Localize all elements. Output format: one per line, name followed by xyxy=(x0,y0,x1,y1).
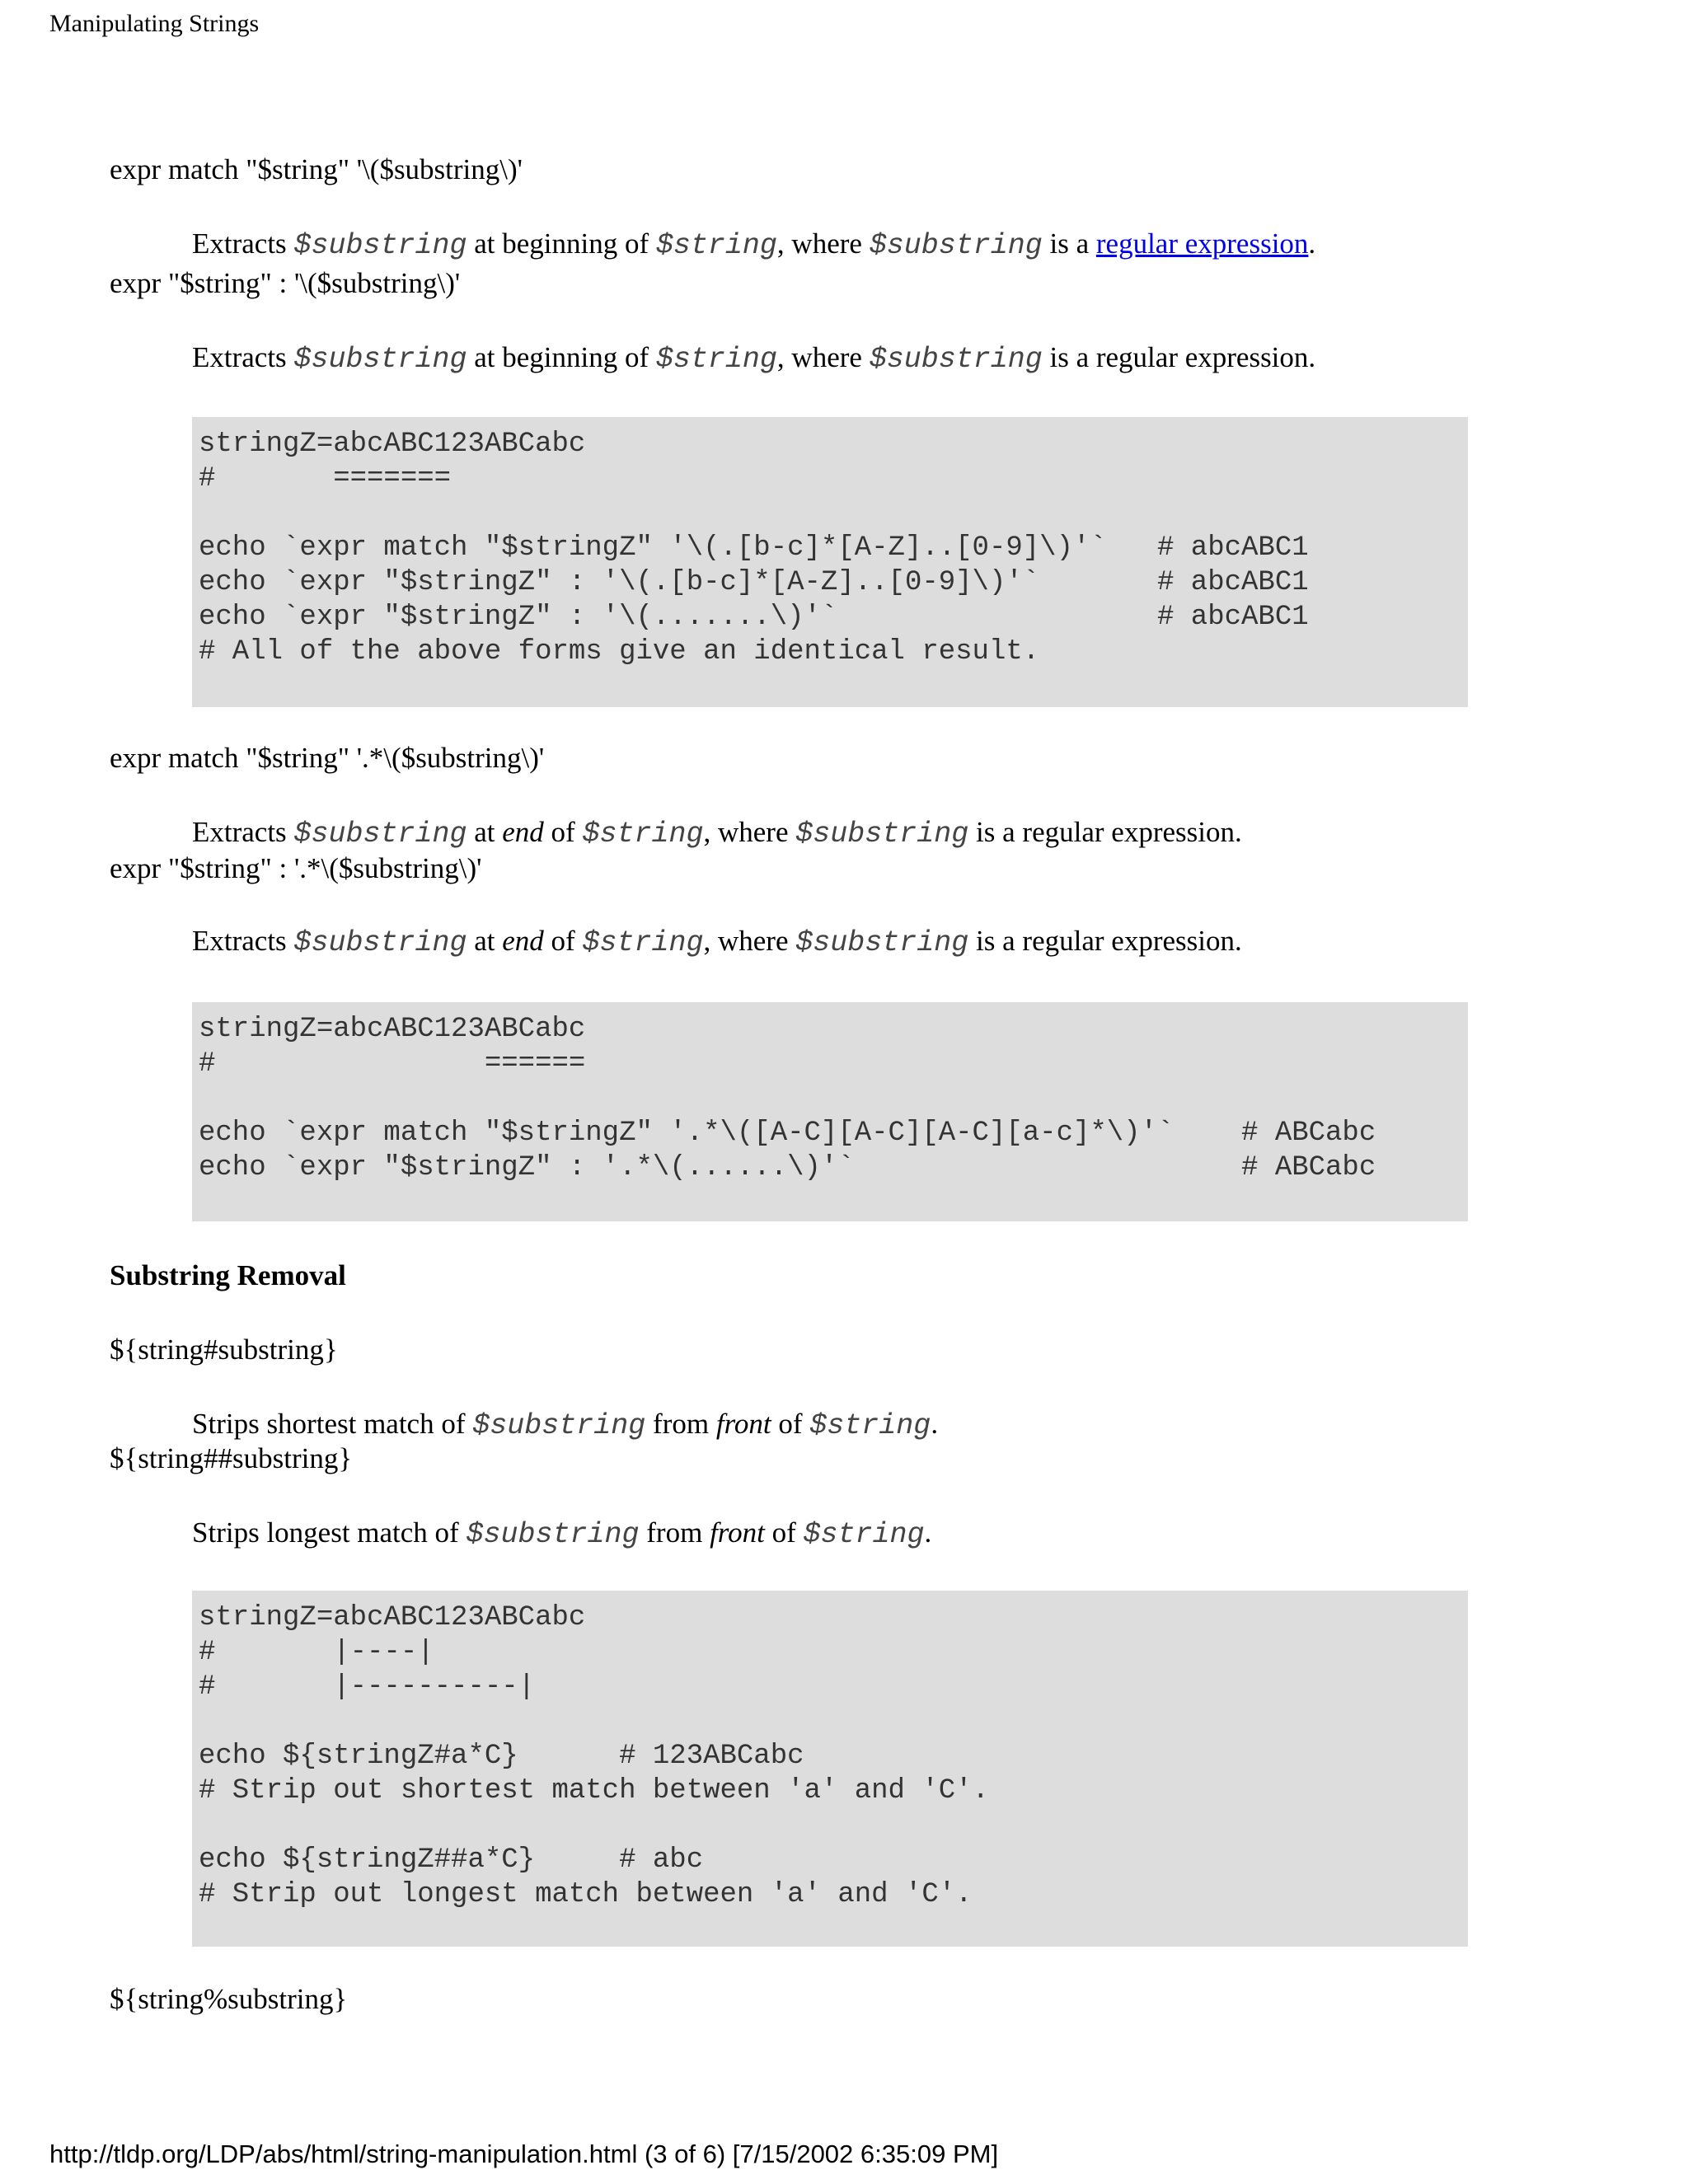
code-block xyxy=(199,1601,1461,1912)
desc-expr-colon-begin: Extracts $substring at beginning of $string, where $substring is a regular expression. xyxy=(192,341,1316,376)
term-string-double-hash: ${string##substring} xyxy=(110,1442,353,1474)
term-expr-match-begin: expr match "$string" '\($substring\)' xyxy=(110,153,523,185)
code-line: echo `expr "$stringZ" : '\(.[b-c]*[A-Z]..[0-9]\)'` # abcABC1 xyxy=(199,567,1309,598)
code-block xyxy=(199,1012,1461,1185)
code-line xyxy=(199,1808,1461,1843)
code-example-substring-removal xyxy=(192,1591,1468,1947)
term-expr-colon-end: expr "$string" : '.*\($substring\)' xyxy=(110,852,482,884)
code-line: # Strip out longest match between 'a' and 'C'. xyxy=(199,1879,973,1910)
code-line: echo `expr match "$stringZ" '\(.[b-c]*[A-Z]..[0-9]\)'` # abcABC1 xyxy=(199,532,1309,564)
code-line: echo ${stringZ##a*C} # abc xyxy=(199,1844,704,1876)
code-line xyxy=(199,496,1461,531)
desc-expr-colon-end: Extracts $substring at end of $string, where $substring is a regular expression. xyxy=(192,925,1242,959)
term-expr-colon-begin: expr "$string" : '\($substring\)' xyxy=(110,267,461,299)
code-example-match-begin xyxy=(192,417,1468,707)
code-line: # ======= xyxy=(199,463,452,494)
desc-string-double-hash: Strips longest match of $substring from front of $string. xyxy=(192,1516,932,1551)
term-string-hash: ${string#substring} xyxy=(110,1333,338,1366)
page-footer-url: http://tldp.org/LDP/abs/html/string-manipulation.html (3 of 6) [7/15/2002 6:35:09 PM] xyxy=(49,2139,999,2168)
code-line: stringZ=abcABC123ABCabc xyxy=(199,1602,586,1633)
code-line: echo `expr match "$stringZ" '.*\([A-C][A-C][A-C][a-c]*\)'` # ABCabc xyxy=(199,1118,1376,1149)
code-line: # |----| xyxy=(199,1637,434,1668)
code-line: # ====== xyxy=(199,1048,586,1080)
term-string-percent: ${string%substring} xyxy=(110,1983,348,2015)
regular-expression-link[interactable]: regular expression xyxy=(1095,227,1309,260)
code-example-match-end xyxy=(192,1002,1468,1221)
desc-expr-match-end: Extracts $substring at end of $string, where $substring is a regular expression. xyxy=(192,816,1242,851)
code-line: echo ${stringZ#a*C} # 123ABCabc xyxy=(199,1741,804,1772)
code-line xyxy=(199,1081,1461,1116)
term-expr-match-end: expr match "$string" '.*\($substring\)' xyxy=(110,742,545,774)
code-line: echo `expr "$stringZ" : '\(.......\)'` # abcABC1 xyxy=(199,602,1309,633)
desc-string-hash: Strips shortest match of $substring from front of $string. xyxy=(192,1408,939,1442)
code-line: stringZ=abcABC123ABCabc xyxy=(199,1014,586,1045)
code-line: echo `expr "$stringZ" : '.*\(......\)'` # ABCabc xyxy=(199,1152,1376,1183)
code-line xyxy=(199,1704,1461,1739)
code-line: # |----------| xyxy=(199,1671,536,1703)
code-line: stringZ=abcABC123ABCabc xyxy=(199,429,586,460)
desc-expr-match-begin: Extracts $substring at beginning of $string, where $substring is a regular expression. xyxy=(192,227,1316,262)
code-block xyxy=(199,427,1461,669)
code-line: # Strip out shortest match between 'a' and 'C'. xyxy=(199,1775,989,1807)
section-heading-substring-removal: Substring Removal xyxy=(110,1259,346,1291)
running-head: Manipulating Strings xyxy=(49,10,260,37)
code-line: # All of the above forms give an identical result. xyxy=(199,636,1040,668)
